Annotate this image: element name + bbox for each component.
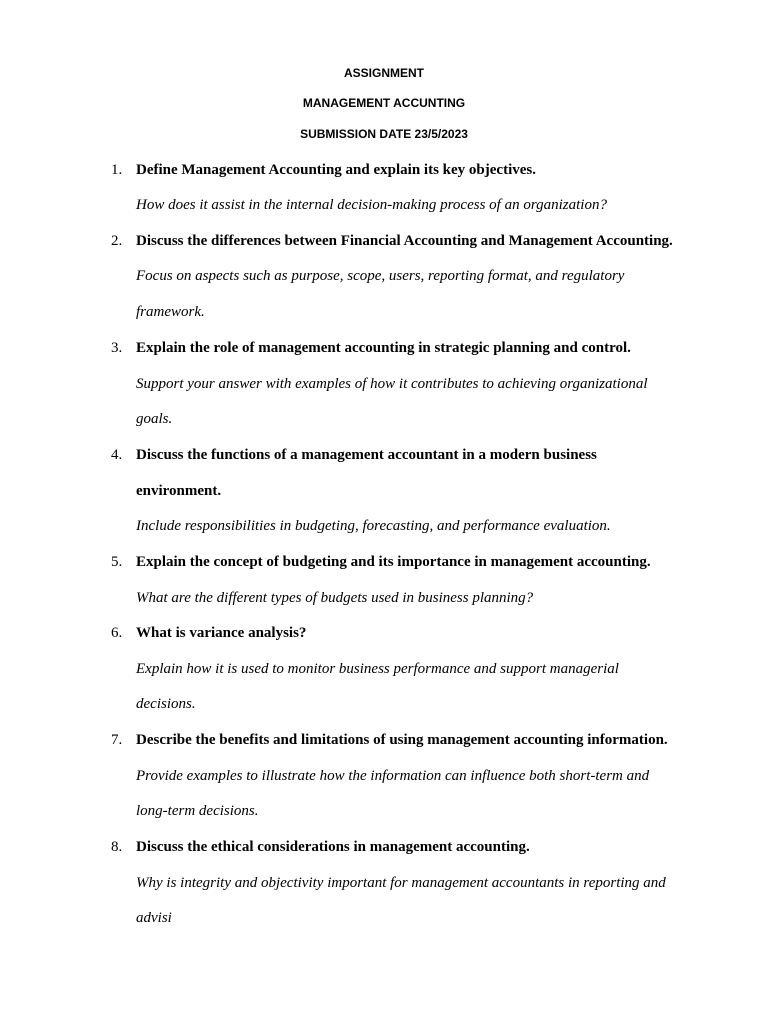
question-hint: framework. — [136, 304, 205, 320]
question-hint: decisions. — [136, 696, 196, 712]
question-text: Discuss the ethical considerations in management accounting. — [136, 839, 530, 855]
question-text: Discuss the differences between Financial Accounting and Management Accounting. — [136, 233, 673, 249]
question-text: Explain the role of management accounting in strategic planning and control. — [136, 340, 631, 356]
question-number: 3. — [111, 340, 123, 356]
question-hint: long-term decisions. — [136, 803, 259, 819]
question-hint: Why is integrity and objectivity important for management accountants in reporting and — [136, 875, 666, 891]
question-number: 8. — [111, 839, 123, 855]
question-text: Describe the benefits and limitations of using management accounting information. — [136, 732, 668, 748]
question-hint: What are the different types of budgets used in business planning? — [136, 590, 534, 606]
question-text: Explain the concept of budgeting and its importance in management accounting. — [136, 554, 651, 570]
question-hint: Explain how it is used to monitor business performance and support managerial — [136, 661, 619, 677]
assignment-title: ASSIGNMENT — [343, 66, 424, 80]
question-text: Discuss the functions of a management accountant in a modern business — [136, 447, 597, 463]
question-number: 2. — [111, 233, 123, 249]
question-hint: Support your answer with examples of how it contributes to achieving organizational — [136, 376, 648, 392]
question-hint: Provide examples to illustrate how the information can influence both short-term and — [136, 768, 650, 784]
question-number: 5. — [111, 554, 123, 570]
question-hint: Focus on aspects such as purpose, scope, users, reporting format, and regulatory — [136, 268, 625, 284]
question-hint: goals. — [136, 411, 173, 427]
question-hint: advisi — [136, 910, 172, 926]
question-number: 6. — [111, 625, 123, 641]
submission-date: SUBMISSION DATE 23/5/2023 — [300, 127, 468, 141]
question-text: Define Management Accounting and explain its key objectives. — [136, 162, 536, 178]
question-number: 1. — [111, 162, 123, 178]
question-number: 7. — [111, 732, 123, 748]
question-hint: How does it assist in the internal decision-making process of an organization? — [136, 197, 607, 213]
subject-title: MANAGEMENT ACCUNTING — [302, 96, 466, 110]
question-number: 4. — [111, 447, 123, 463]
question-hint: Include responsibilities in budgeting, forecasting, and performance evaluation. — [136, 518, 611, 534]
question-text: What is variance analysis? — [136, 625, 307, 641]
question-text: environment. — [136, 483, 222, 499]
